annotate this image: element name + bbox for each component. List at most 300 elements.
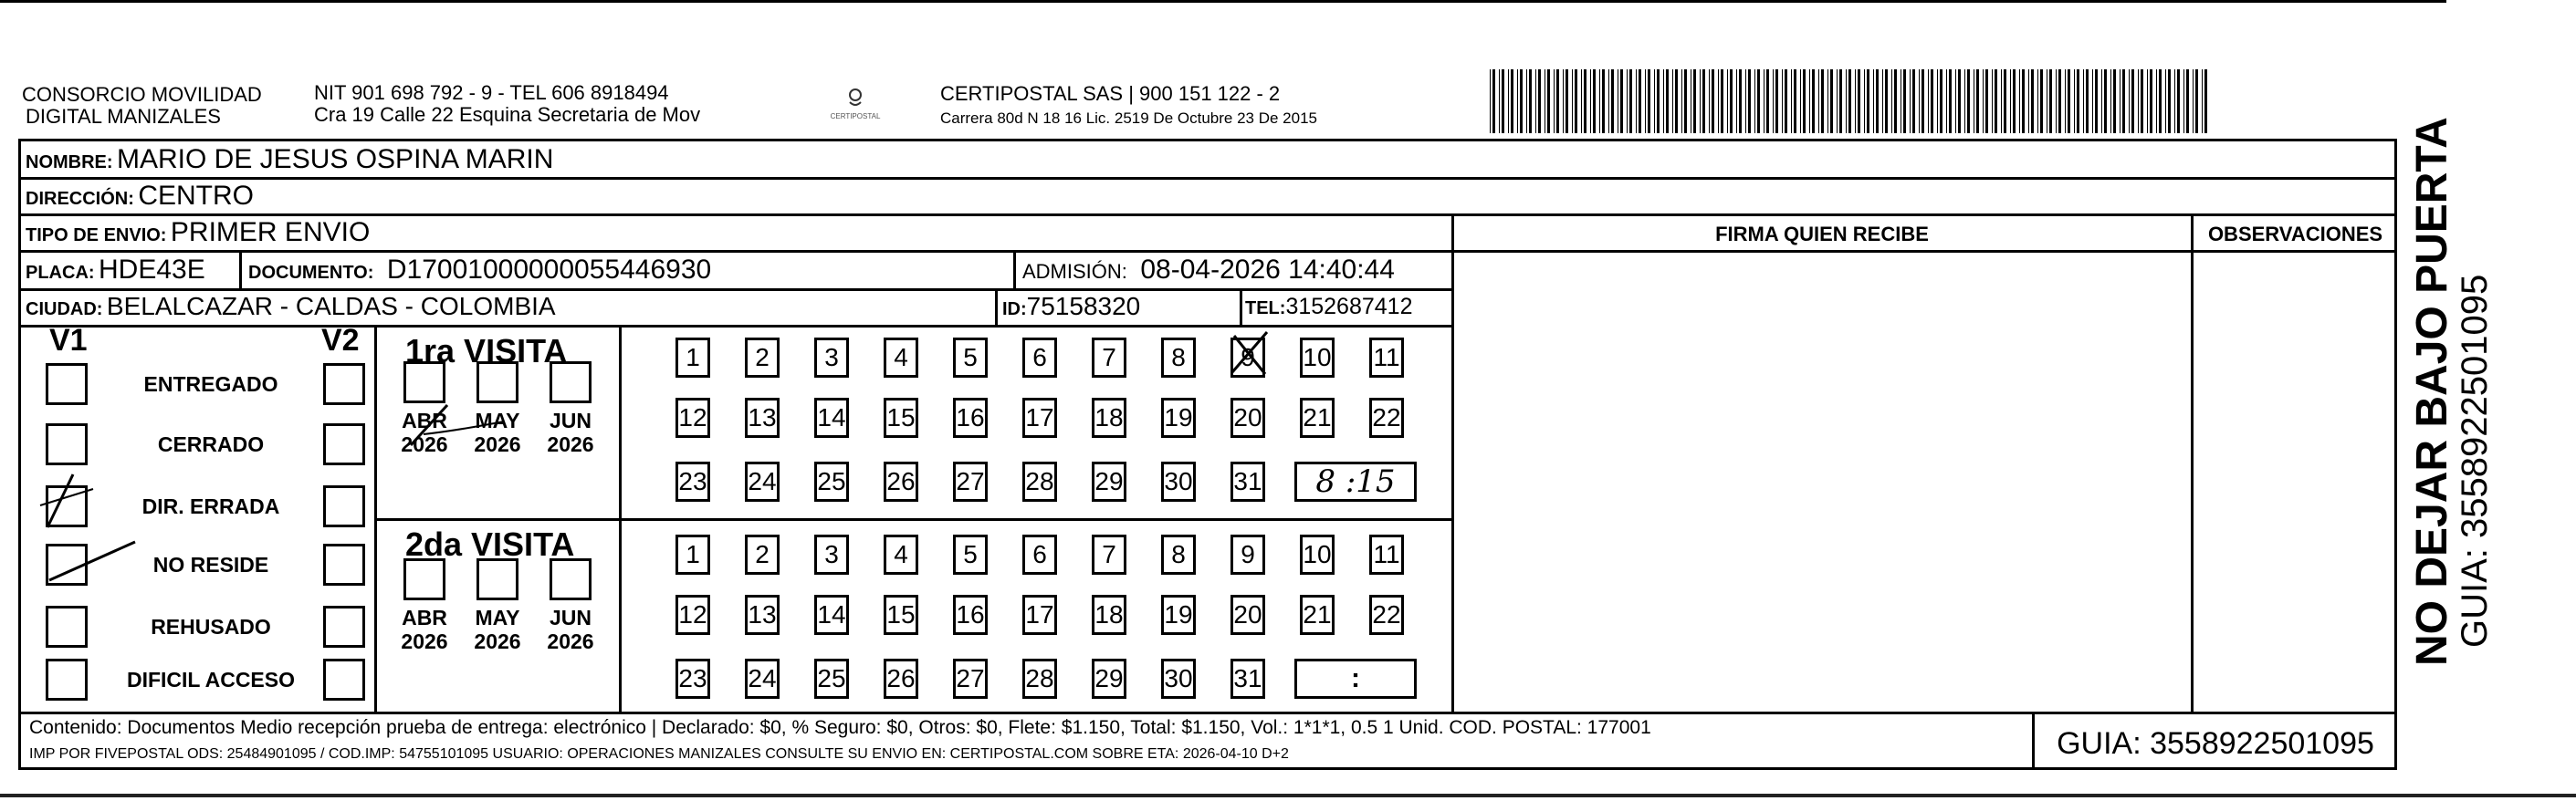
barcode-bar xyxy=(2065,69,2066,133)
barcode-bar xyxy=(1803,69,1806,133)
firma-label: FIRMA QUIEN RECIBE xyxy=(1715,223,1929,245)
carrier-line: CERTIPOSTAL SAS | 900 151 122 - 2 xyxy=(940,82,1281,105)
second-day-box[interactable]: 4 xyxy=(884,535,918,575)
status-label: ENTREGADO xyxy=(143,372,278,396)
documento-row xyxy=(248,255,711,286)
barcode-bar xyxy=(1782,69,1783,133)
v2-checkbox[interactable] xyxy=(323,659,365,701)
first-month-label: ABR xyxy=(402,409,447,432)
barcode-bar xyxy=(1736,69,1737,133)
barcode-bar xyxy=(1812,69,1815,133)
v1-checkbox[interactable] xyxy=(46,423,88,465)
barcode-bar xyxy=(2202,69,2203,133)
barcode-bar xyxy=(1535,69,1536,133)
first-day-box[interactable]: 22 xyxy=(1369,398,1404,438)
barcode-bar xyxy=(2177,69,2180,133)
barcode-bar xyxy=(1684,69,1687,133)
barcode-bar xyxy=(2019,69,2020,133)
barcode-bar xyxy=(2204,69,2207,133)
barcode-bar xyxy=(2074,69,2075,133)
barcode-bar xyxy=(1627,69,1628,133)
barcode-bar xyxy=(1709,69,1710,133)
id-label: ID: xyxy=(1002,299,1027,319)
first-time-value: 8 :15 xyxy=(1315,463,1396,500)
barcode-bar xyxy=(1593,69,1596,133)
company-name xyxy=(22,84,314,128)
first-time-box[interactable] xyxy=(1294,462,1417,502)
second-day-box[interactable]: 16 xyxy=(953,595,988,635)
barcode-bar xyxy=(1995,69,1997,133)
second-day-box[interactable]: 9 xyxy=(1230,535,1265,575)
barcode-bar xyxy=(1785,69,1787,133)
footer-guia: GUIA: 3558922501095 xyxy=(2057,726,2374,761)
second-day-box[interactable]: 21 xyxy=(1300,595,1335,635)
company-line-2: DIGITAL MANIZALES xyxy=(26,105,221,128)
barcode-bar xyxy=(1848,69,1851,133)
second-day-box[interactable]: 17 xyxy=(1022,595,1057,635)
second-month-label: MAY xyxy=(475,606,520,629)
first-day-box[interactable]: 2 xyxy=(745,338,780,378)
barcode-bar xyxy=(1517,69,1518,133)
tel-label: TEL: xyxy=(1245,298,1286,318)
first-day-box[interactable]: 19 xyxy=(1161,398,1196,438)
company-contact xyxy=(314,82,789,126)
barcode-bar xyxy=(1581,69,1582,133)
second-day-box[interactable]: 30 xyxy=(1161,659,1196,699)
barcode-bar xyxy=(1639,69,1641,133)
first-day-box[interactable]: 31 xyxy=(1230,462,1265,502)
first-day-box[interactable]: 11 xyxy=(1369,338,1404,378)
barcode-bar xyxy=(2150,69,2152,133)
bottom-edge-line xyxy=(0,794,2576,797)
barcode-bar xyxy=(1526,69,1527,133)
v1-checkbox[interactable] xyxy=(46,659,88,701)
barcode-bar xyxy=(1730,69,1733,133)
barcode-bar xyxy=(2028,69,2029,133)
row-divider xyxy=(18,213,2397,216)
barcode-bar xyxy=(2168,69,2171,133)
footer-imp: IMP POR FIVEPOSTAL ODS: 25484901095 / COD.IMP: 54755101095 USUARIO: OPERACIONES MANIZALES CONSULTE SU ENVIO EN: CERTIPOSTAL.COM SOBRE ETA: 2026-04-10 D+2 xyxy=(29,746,1289,762)
side-title: NO DEJAR BAJO PUERTA xyxy=(2408,117,2456,666)
barcode-bar xyxy=(1912,69,1915,133)
barcode-bar xyxy=(2013,69,2016,133)
status-label: CERRADO xyxy=(157,432,265,456)
tel-value: 3152687412 xyxy=(1285,294,1413,319)
barcode-bar xyxy=(1663,69,1664,133)
row-divider xyxy=(374,518,1451,521)
barcode-bar xyxy=(1992,69,1993,133)
col-divider xyxy=(1240,288,1242,325)
barcode-bar xyxy=(1940,69,1942,133)
address-line: Cra 19 Calle 22 Esquina Secretaria de Mov xyxy=(314,103,701,126)
first-day-box[interactable]: 15 xyxy=(884,398,918,438)
barcode-bar xyxy=(1745,69,1746,133)
top-border-line xyxy=(0,0,2446,3)
col-divider xyxy=(2032,712,2035,770)
barcode-bar xyxy=(1931,69,1933,133)
direccion-label: DIRECCIÓN: xyxy=(26,189,134,209)
barcode-bar xyxy=(1928,69,1929,133)
first-day-box[interactable]: 4 xyxy=(884,338,918,378)
barcode-bar xyxy=(2068,69,2070,133)
v1-checkbox[interactable] xyxy=(46,606,88,648)
second-time-value: : xyxy=(1351,663,1360,693)
second-day-box[interactable]: 3 xyxy=(814,535,849,575)
first-day-box[interactable]: 1 xyxy=(675,338,710,378)
barcode-bar xyxy=(1629,69,1632,133)
col-divider xyxy=(1451,213,1454,713)
first-day-box[interactable]: 6 xyxy=(1022,338,1057,378)
col-divider xyxy=(2191,213,2194,713)
barcode-bar xyxy=(1739,69,1742,133)
second-month-checkbox[interactable] xyxy=(476,558,518,600)
barcode-bar xyxy=(1499,69,1500,133)
barcode-bar xyxy=(1903,69,1906,133)
id-value: 75158320 xyxy=(1026,292,1141,320)
row-divider xyxy=(18,250,1453,253)
first-day-box[interactable]: 12 xyxy=(675,398,710,438)
barcode-bar xyxy=(2193,69,2194,133)
barcode-bar xyxy=(1985,69,1988,133)
barcode-bar xyxy=(1563,69,1564,133)
second-day-box[interactable]: 20 xyxy=(1230,595,1265,635)
barcode-bar xyxy=(1821,69,1824,133)
barcode-bar xyxy=(1556,69,1559,133)
barcode-bar xyxy=(1502,69,1504,133)
first-day-box[interactable]: 21 xyxy=(1300,398,1335,438)
col-divider xyxy=(239,250,242,288)
v2-checkbox[interactable] xyxy=(323,606,365,648)
v1-checkbox[interactable] xyxy=(46,363,88,405)
first-day-box[interactable]: 25 xyxy=(814,462,849,502)
second-day-box[interactable]: 7 xyxy=(1092,535,1126,575)
first-day-box[interactable]: 18 xyxy=(1092,398,1126,438)
barcode-bar xyxy=(2037,69,2038,133)
placa-label: PLACA: xyxy=(26,263,95,283)
second-month-checkbox[interactable] xyxy=(550,558,592,600)
status-label: DIR. ERRADA xyxy=(141,494,280,518)
first-month-checkbox[interactable] xyxy=(550,361,592,403)
documento-value: D17001000000055446930 xyxy=(386,255,712,285)
first-month-label: JUN xyxy=(549,409,592,432)
second-day-box[interactable]: 18 xyxy=(1092,595,1126,635)
barcode-bar xyxy=(2077,69,2079,133)
second-day-box[interactable]: 12 xyxy=(675,595,710,635)
side-vertical-text xyxy=(2408,117,2556,666)
barcode-bar xyxy=(1718,69,1719,133)
first-month-year: 2026 xyxy=(547,432,594,456)
second-day-box[interactable]: 23 xyxy=(675,659,710,699)
direccion-value: CENTRO xyxy=(138,181,255,211)
barcode-bar xyxy=(1864,69,1865,133)
barcode-bar xyxy=(1590,69,1591,133)
first-day-box[interactable]: 29 xyxy=(1092,462,1126,502)
barcode-bar xyxy=(2101,69,2102,133)
barcode-bar xyxy=(2010,69,2011,133)
first-day-box[interactable]: 14 xyxy=(814,398,849,438)
second-month-year: 2026 xyxy=(474,629,521,653)
barcode-bar xyxy=(1809,69,1810,133)
barcode-bar xyxy=(2174,69,2175,133)
barcode-bar xyxy=(1873,69,1874,133)
barcode-bar xyxy=(2147,69,2148,133)
barcode-bar xyxy=(1648,69,1650,133)
barcode-bar xyxy=(1766,69,1769,133)
second-day-box[interactable]: 6 xyxy=(1022,535,1057,575)
footer-contenido: Contenido: Documentos Medio recepción prueba de entrega: electrónico | Declarado: $0, % Seguro: $0, Otros: $0, Flete: $1.150, Total: $1.150, Vol.: 1*1*1, 0.5 1 Unid. COD. POSTAL: 177001 xyxy=(29,717,1651,738)
barcode-bar xyxy=(1922,69,1924,133)
barcode-bar xyxy=(1654,69,1655,133)
v2-checkbox[interactable] xyxy=(323,544,365,586)
first-day-box[interactable]: 20 xyxy=(1230,398,1265,438)
barcode-bar xyxy=(1964,69,1965,133)
barcode-bar xyxy=(1727,69,1728,133)
col-divider xyxy=(1013,250,1016,288)
barcode-bar xyxy=(2001,69,2002,133)
second-day-box[interactable]: 29 xyxy=(1092,659,1126,699)
first-visit-title: 1ra VISITA xyxy=(405,332,568,369)
barcode-bar xyxy=(1837,69,1838,133)
second-day-box[interactable]: 31 xyxy=(1230,659,1265,699)
barcode-bar xyxy=(1830,69,1833,133)
barcode-bar xyxy=(2056,69,2057,133)
barcode-bar xyxy=(1693,69,1696,133)
barcode-bar xyxy=(2138,69,2139,133)
barcode-bar xyxy=(2004,69,2006,133)
col-divider xyxy=(995,288,998,325)
barcode-bar xyxy=(2159,69,2162,133)
barcode-bar xyxy=(1773,69,1774,133)
barcode-bar xyxy=(1775,69,1778,133)
barcode-bar xyxy=(1529,69,1532,133)
barcode-bar xyxy=(1575,69,1577,133)
tel-row xyxy=(1245,294,1412,320)
tipo-label: TIPO DE ENVIO: xyxy=(26,225,167,245)
second-month-checkbox[interactable] xyxy=(403,558,445,600)
barcode-bar xyxy=(1748,69,1751,133)
barcode-bar xyxy=(2131,69,2134,133)
ciudad-value: BELALCAZAR - CALDAS - COLOMBIA xyxy=(106,292,556,320)
barcode-bar xyxy=(1791,69,1792,133)
first-day-box[interactable]: 7 xyxy=(1092,338,1126,378)
barcode-bar xyxy=(1867,69,1869,133)
second-day-box[interactable]: 14 xyxy=(814,595,849,635)
tipo-row xyxy=(26,217,370,248)
barcode-bar xyxy=(1946,69,1947,133)
first-day-box[interactable]: 10 xyxy=(1300,338,1335,378)
first-day-box[interactable]: 26 xyxy=(884,462,918,502)
first-day-box[interactable]: 3 xyxy=(814,338,849,378)
tipo-value: PRIMER ENVIO xyxy=(170,217,371,247)
handwritten-check-dir-errada xyxy=(37,469,100,533)
barcode-bar xyxy=(1846,69,1847,133)
barcode-bar xyxy=(1672,69,1673,133)
handwritten-check-abr xyxy=(402,398,511,453)
observaciones-label: OBSERVACIONES xyxy=(2207,223,2383,245)
barcode-bar xyxy=(1666,69,1669,133)
barcode-bar xyxy=(1611,69,1614,133)
barcode-bar xyxy=(1511,69,1513,133)
barcode-bar xyxy=(1754,69,1755,133)
first-day-box[interactable]: 8 xyxy=(1161,338,1196,378)
barcode-bar xyxy=(1554,69,1555,133)
second-day-box[interactable]: 8 xyxy=(1161,535,1196,575)
first-day-box[interactable]: 13 xyxy=(745,398,780,438)
barcode-bar xyxy=(1818,69,1819,133)
barcode-bar xyxy=(1490,69,1491,133)
barcode-bar xyxy=(1949,69,1952,133)
first-day-box[interactable]: 16 xyxy=(953,398,988,438)
barcode-bar xyxy=(1608,69,1609,133)
second-day-box[interactable]: 24 xyxy=(745,659,780,699)
barcode-bar xyxy=(1721,69,1723,133)
admision-label: ADMISIÓN: xyxy=(1022,260,1127,283)
barcode-bar xyxy=(1967,69,1970,133)
nombre-label: NOMBRE: xyxy=(26,152,113,172)
first-day-box[interactable]: 24 xyxy=(745,462,780,502)
second-day-box[interactable]: 10 xyxy=(1300,535,1335,575)
barcode-bar xyxy=(1876,69,1879,133)
barcode-bar xyxy=(2195,69,2198,133)
first-day-box[interactable]: 23 xyxy=(675,462,710,502)
logo-icon xyxy=(842,86,869,108)
certipostal-logo xyxy=(814,86,896,131)
second-month-year: 2026 xyxy=(547,629,594,653)
second-time-box[interactable] xyxy=(1294,659,1417,699)
second-day-box[interactable]: 5 xyxy=(953,535,988,575)
barcode-bar xyxy=(2022,69,2025,133)
barcode-bar xyxy=(1599,69,1600,133)
barcode-bar xyxy=(1565,69,1568,133)
barcode-bar xyxy=(2186,69,2189,133)
documento-label: DOCUMENTO: xyxy=(248,263,374,283)
first-day-box[interactable]: 17 xyxy=(1022,398,1057,438)
side-guia: GUIA: 3558922501095 xyxy=(2455,274,2495,648)
barcode-bar xyxy=(1712,69,1714,133)
carrier-info xyxy=(940,82,1451,128)
barcode-bar xyxy=(1937,69,1938,133)
second-month-label: JUN xyxy=(549,606,592,629)
barcode-bar xyxy=(2141,69,2143,133)
barcode-bar xyxy=(1919,69,1920,133)
second-month-year: 2026 xyxy=(401,629,448,653)
barcode-bar xyxy=(1620,69,1623,133)
barcode-bar xyxy=(1538,69,1541,133)
barcode-bar xyxy=(2183,69,2184,133)
nombre-row xyxy=(26,144,553,175)
second-day-box[interactable]: 19 xyxy=(1161,595,1196,635)
second-day-box[interactable]: 22 xyxy=(1369,595,1404,635)
barcode-bar xyxy=(1794,69,1796,133)
placa-value: HDE43E xyxy=(99,255,205,285)
second-day-box[interactable]: 2 xyxy=(745,535,780,575)
barcode-bar xyxy=(1955,69,1956,133)
barcode-bar xyxy=(1657,69,1660,133)
barcode-bar xyxy=(1572,69,1573,133)
second-day-box[interactable]: 28 xyxy=(1022,659,1057,699)
barcode-bar xyxy=(1891,69,1892,133)
barcode-bar xyxy=(1702,69,1705,133)
second-day-box[interactable]: 15 xyxy=(884,595,918,635)
first-month-label: MAY xyxy=(475,409,520,432)
second-day-box[interactable]: 13 xyxy=(745,595,780,635)
barcode-bar xyxy=(2165,69,2166,133)
first-day-box[interactable]: 5 xyxy=(953,338,988,378)
v2-checkbox[interactable] xyxy=(323,485,365,527)
barcode-bar xyxy=(1520,69,1523,133)
first-month-year: 2026 xyxy=(401,432,448,456)
first-day-box[interactable]: 9 xyxy=(1230,338,1265,378)
barcode-bar xyxy=(1882,69,1883,133)
carrier-license: Carrera 80d N 18 16 Lic. 2519 De Octubre 23 De 2015 xyxy=(940,109,1317,127)
barcode-bar xyxy=(2086,69,2089,133)
barcode-bar xyxy=(1547,69,1550,133)
second-day-box[interactable]: 1 xyxy=(675,535,710,575)
barcode-bar xyxy=(2113,69,2116,133)
barcode-bar xyxy=(2095,69,2098,133)
first-month-year: 2026 xyxy=(474,432,521,456)
second-day-box[interactable]: 11 xyxy=(1369,535,1404,575)
nit-line: NIT 901 698 792 - 9 - TEL 606 8918494 xyxy=(314,81,669,104)
company-line-1: CONSORCIO MOVILIDAD xyxy=(22,83,262,106)
first-day-box[interactable]: 30 xyxy=(1161,462,1196,502)
second-day-box[interactable]: 27 xyxy=(953,659,988,699)
barcode-bar xyxy=(1757,69,1760,133)
barcode-bar xyxy=(2031,69,2034,133)
logo-text: CERTIPOSTAL xyxy=(830,112,881,120)
second-day-box[interactable]: 26 xyxy=(884,659,918,699)
admision-value: 08-04-2026 14:40:44 xyxy=(1140,255,1395,285)
v2-checkbox[interactable] xyxy=(323,363,365,405)
barcode-bar xyxy=(1584,69,1586,133)
handwritten-check-no-reside xyxy=(44,535,144,589)
second-month-label: ABR xyxy=(402,606,447,629)
barcode-bar xyxy=(2104,69,2107,133)
barcode-bar xyxy=(1983,69,1984,133)
barcode-bar xyxy=(2049,69,2052,133)
first-day-box[interactable]: 27 xyxy=(953,462,988,502)
barcode-bar xyxy=(2156,69,2157,133)
barcode-bar xyxy=(1681,69,1682,133)
ciudad-label: CIUDAD: xyxy=(26,299,103,319)
id-row xyxy=(1002,292,1140,321)
second-day-box[interactable]: 25 xyxy=(814,659,849,699)
barcode-bar xyxy=(2110,69,2111,133)
barcode xyxy=(1490,69,2220,133)
barcode-bar xyxy=(2092,69,2093,133)
barcode-bar xyxy=(2129,69,2130,133)
barcode-bar xyxy=(2058,69,2061,133)
row-divider xyxy=(18,712,2397,714)
barcode-bar xyxy=(2083,69,2084,133)
admision-row xyxy=(1022,255,1395,286)
row-divider xyxy=(1453,250,2397,253)
barcode-bar xyxy=(1602,69,1605,133)
nombre-value: MARIO DE JESUS OSPINA MARIN xyxy=(117,144,554,174)
barcode-bar xyxy=(1675,69,1678,133)
barcode-bar xyxy=(1894,69,1897,133)
barcode-bar xyxy=(1976,69,1979,133)
barcode-bar xyxy=(1910,69,1911,133)
v2-label: V2 xyxy=(321,323,360,358)
first-day-box[interactable]: 28 xyxy=(1022,462,1057,502)
barcode-bar xyxy=(1636,69,1637,133)
barcode-bar xyxy=(1885,69,1888,133)
barcode-bar xyxy=(2122,69,2125,133)
barcode-bar xyxy=(1839,69,1842,133)
v2-checkbox[interactable] xyxy=(323,423,365,465)
barcode-bar xyxy=(1492,69,1495,133)
